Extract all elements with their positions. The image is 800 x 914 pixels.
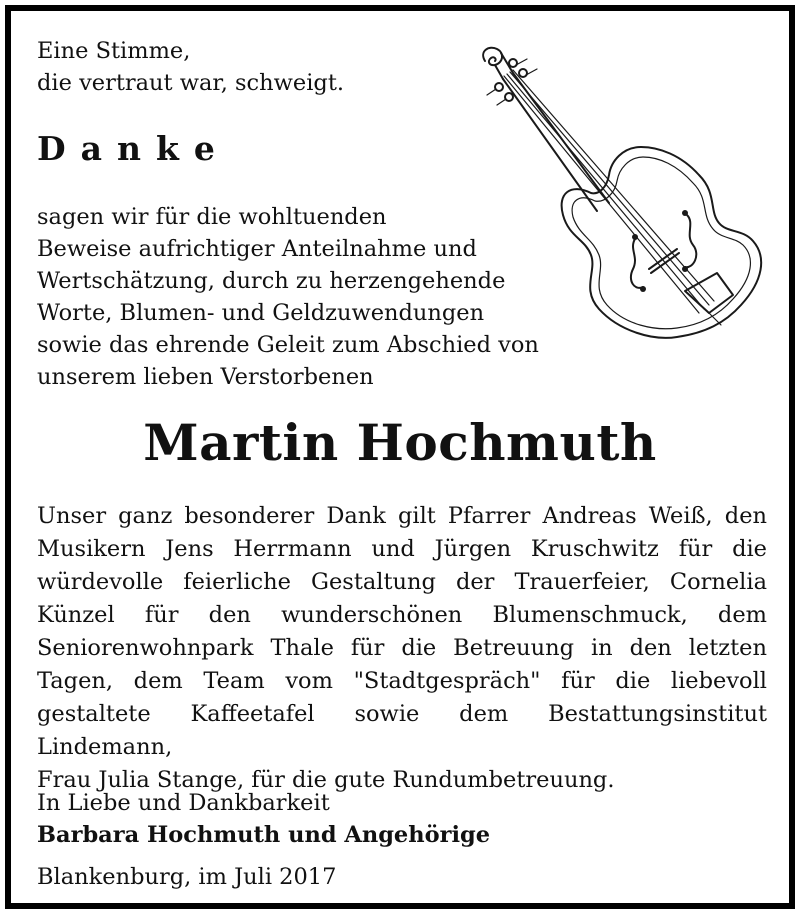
intro-line: die vertraut war, schweigt. <box>37 70 345 96</box>
signature: Barbara Hochmuth und Angehörige <box>37 822 491 848</box>
acknowledgement-line: würdevolle feierliche Gestaltung der Trauerfeier, Cornelia <box>37 569 767 595</box>
closing-phrase: In Liebe und Dankbarkeit <box>37 790 330 816</box>
heading-danke: Danke <box>37 129 230 168</box>
thanks-line: Wertschätzung, durch zu herzengehende <box>37 268 506 294</box>
acknowledgement-line: Künzel für den wunderschönen Blumenschmuck, dem <box>37 602 767 628</box>
thanks-line: unserem lieben Verstorbenen <box>37 364 374 390</box>
intro-verse <box>37 35 344 99</box>
acknowledgement-line: Musikern Jens Herrmann und Jürgen Kruschwitz für die <box>37 536 767 562</box>
acknowledgement-line: Unser ganz besonderer Dank gilt Pfarrer Andreas Weiß, den <box>37 503 767 529</box>
deceased-name: Martin Hochmuth <box>143 413 657 472</box>
violin-icon <box>473 43 773 348</box>
acknowledgement-paragraph <box>37 500 767 797</box>
thanks-line: sowie das ehrende Geleit zum Abschied von <box>37 332 539 358</box>
place-date: Blankenburg, im Juli 2017 <box>37 864 337 890</box>
thanks-line: Worte, Blumen- und Geldzuwendungen <box>37 300 485 326</box>
acknowledgement-line: Frau Julia Stange, für die gute Rundumbetreuung. <box>37 767 615 793</box>
acknowledgement-line: Seniorenwohnpark Thale für die Betreuung in den letzten <box>37 635 767 661</box>
thanks-line: Beweise aufrichtiger Anteilnahme und <box>37 236 477 262</box>
thanks-paragraph <box>37 201 539 393</box>
intro-line: Eine Stimme, <box>37 38 191 64</box>
thanks-line: sagen wir für die wohltuenden <box>37 204 387 230</box>
obituary-notice <box>5 5 795 909</box>
acknowledgement-line: Tagen, dem Team vom "Stadtgespräch" für die liebevoll <box>37 668 767 694</box>
acknowledgement-line: gestaltete Kaffeetafel sowie dem Bestattungsinstitut Lindemann, <box>37 701 767 760</box>
